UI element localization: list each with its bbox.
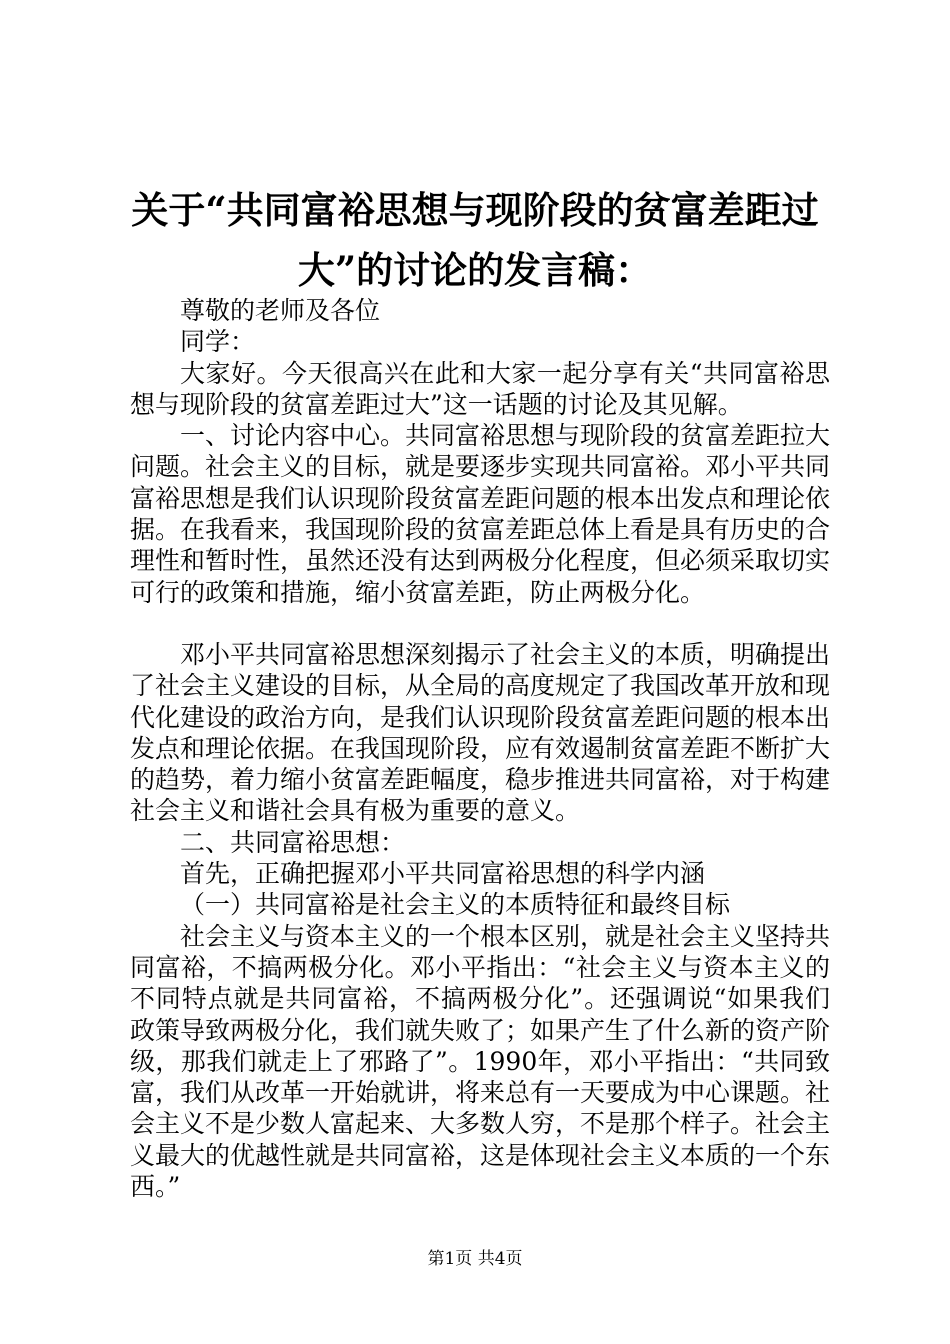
page-number-footer: 第1页 共4页 [427,1249,523,1269]
section-two-heading: 二、共同富裕思想： [180,827,406,857]
salutation-line-1: 尊敬的老师及各位 [180,296,381,325]
socialism-paragraph: 社会主义与资本主义的一个根本区别，就是社会主义坚持共同富裕，不搞两极分化。邓小平指出：“社会主义与资本主义的不同特点就是共同富裕，不搞两极分化”。还强调说“如果我们政策导致两极分化，我们就失败了；如果产生了什么新的资产阶级，那我们就走上了邪路了”。1990年，邓小平指出：“共同致富，我们从改革一开始就讲，将来总有一天要成为中心课题。社会主义不是少数人富起来、大多数人穷，不是那个样子。社会主义最大的优越性就是共同富裕，这是体现社会主义本质的一个东西。” [130,921,831,1202]
salutation-line-2: 同学： [180,327,256,357]
section-one-paragraph: 一、讨论内容中心。共同富裕思想与现阶段的贫富差距拉大问题。社会主义的目标，就是要逐步实现共同富裕。邓小平共同富裕思想是我们认识现阶段贫富差距问题的根本出发点和理论依据。在我看来，我国现阶段的贫富差距总体上看是具有历史的合理性和暂时性，虽然还没有达到两极分化程度，但必须采取切实可行的政策和措施，缩小贫富差距，防止两极分化。 [130,421,831,607]
first-point-heading: 首先，正确把握邓小平共同富裕思想的科学内涵 [180,859,706,889]
document-title-line-1: 关于“共同富裕思想与现阶段的贫富差距过 [131,188,819,232]
document-body [130,295,830,1202]
deng-thought-paragraph: 邓小平共同富裕思想深刻揭示了社会主义的本质，明确提出了社会主义建设的目标，从全局的高度规定了我国改革开放和现代化建设的政治方向，是我们认识现阶段贫富差距问题的根本出发点和理论依据。在我国现阶段，应有效遏制贫富差距不断扩大的趋势，着力缩小贫富差距幅度，稳步推进共同富裕，对于构建社会主义和谐社会具有极为重要的意义。 [130,639,831,826]
document-title-line-2: 大”的讨论的发言稿： [297,248,653,292]
subsection-one-heading: （一）共同富裕是社会主义的本质特征和最终目标 [180,890,731,920]
greeting-paragraph: 大家好。今天很高兴在此和大家一起分享有关“共同富裕思想与现阶段的贫富差距过大”这一话题的讨论及其见解。 [130,358,830,419]
